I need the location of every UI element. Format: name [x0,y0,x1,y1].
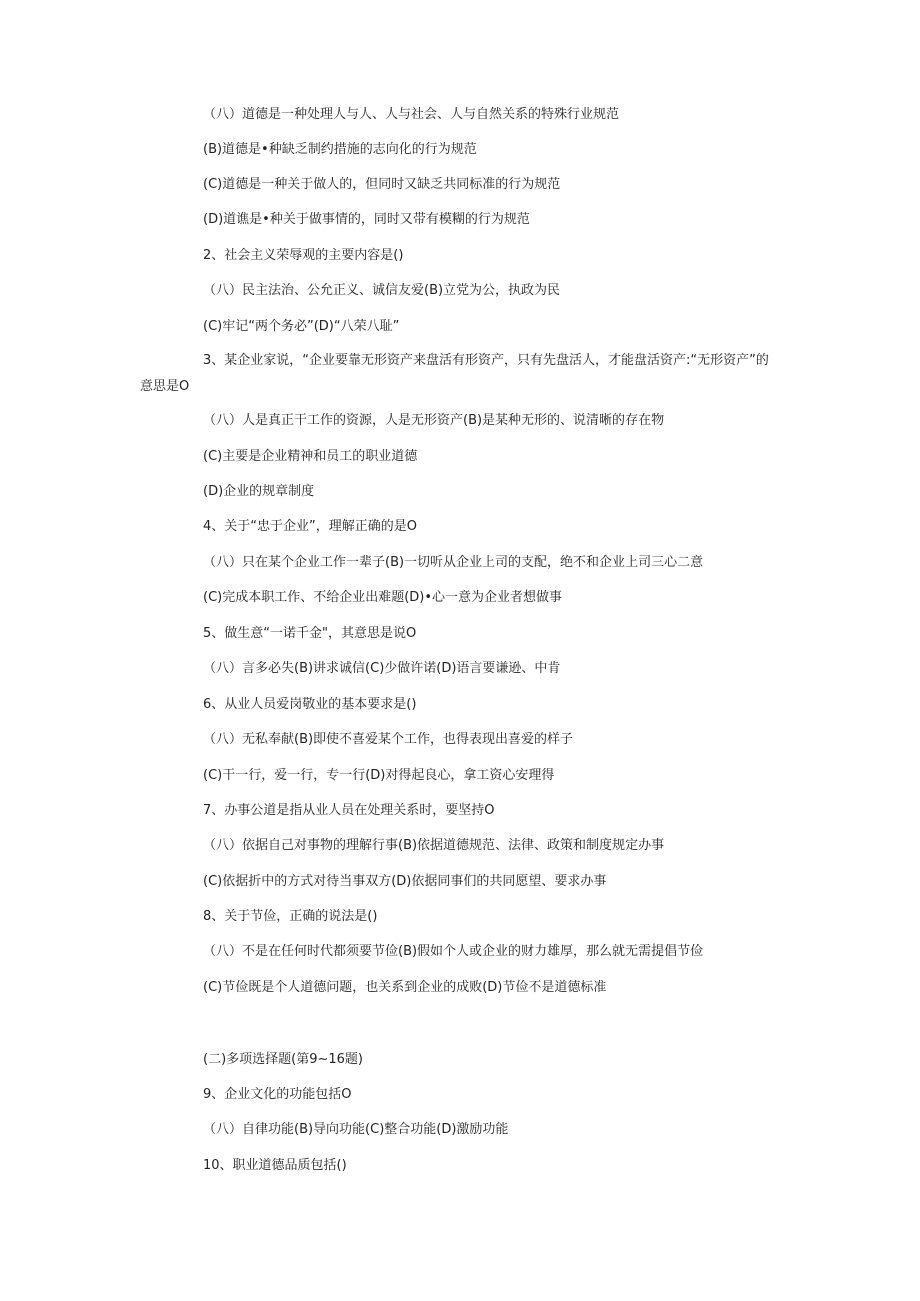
q1-option-d: (D)道谯是•种关于做事情的，同时又带有模糊的行为规范 [203,212,530,227]
section-heading-multiple-choice: (二)多项选择题(第9~16题) [203,1052,363,1067]
q9-options: （八）自律功能(B)导向功能(C)整合功能(D)激励功能 [203,1122,509,1137]
q10-question: 10、职业道德品质包括() [203,1158,347,1173]
q3-question: 3、某企业家说，“企业要靠无形资产来盘活有形资产，只有先盘活人，才能盘活资产:“无形资产”的意思是O [140,353,769,394]
q5-question: 5、做生意“一诺千金"，其意思是说O [203,626,417,641]
q8-question: 8、关于节俭，正确的说法是() [203,909,378,924]
q5-options: （八）言多必失(B)讲求诚信(C)少做许诺(D)语言要谦逊、中肯 [203,661,561,676]
q9-question: 9、企业文化的功能包括O [203,1087,352,1102]
q8-options-ab: （八）不是在任何时代都须要节俭(B)假如个人或企业的财力雄厚，那么就无需提倡节俭 [203,944,704,959]
q1-option-c: (C)道德是一种关于做人的，但同时又缺乏共同标准的行为规范 [203,177,561,192]
q2-question: 2、社会主义荣辱观的主要内容是() [203,248,404,263]
q4-options-ab: （八）只在某个企业工作一辈子(B)一切听从企业上司的支配，绝不和企业上司三心二意 [203,555,704,570]
q6-question: 6、从业人员爱岗敬业的基本要求是() [203,697,417,712]
q7-question: 7、办事公道是指从业人员在处理关系时，要坚持O [203,803,495,818]
q6-options-cd: (C)干一行，爱一行，专一行(D)对得起良心，拿工资心安理得 [203,768,555,783]
q1-option-a: （八）道德是一种处理人与人、人与社会、人与自然关系的特殊行业规范 [203,107,620,122]
q2-options-cd: (C)牢记“两个务必”(D)“八荣八耻” [203,319,400,334]
q1-option-b: (B)道德是•种缺乏制约措施的志向化的行为规范 [203,142,477,157]
q6-options-ab: （八）无私奉献(B)即使不喜爱某个工作，也得表现出喜爱的样子 [203,732,574,747]
q2-options-ab: （八）民主法治、公允正义、诚信友爱(B)立党为公，执政为民 [203,283,561,298]
q3-option-d: (D)企业的规章制度 [203,484,315,499]
q4-question: 4、关于“忠于企业”，理解正确的是O [203,519,417,534]
q3-option-c: (C)主要是企业精神和员工的职业道德 [203,449,418,464]
q7-options-cd: (C)依据折中的方式对待当事双方(D)依据同事们的共同愿望、要求办事 [203,874,607,889]
q7-options-ab: （八）依据自己对事物的理解行事(B)依据道德规范、法律、政策和制度规定办事 [203,838,665,853]
q3-options-ab: （八）人是真正干工作的资源，人是无形资产(B)是某种无形的、说清晰的存在物 [203,413,665,428]
q8-options-cd: (C)节俭既是个人道德问题，也关系到企业的成败(D)节俭不是道德标准 [203,980,607,995]
q4-options-cd: (C)完成本职工作、不给企业出难题(D)•心一意为企业者想做事 [203,590,563,605]
